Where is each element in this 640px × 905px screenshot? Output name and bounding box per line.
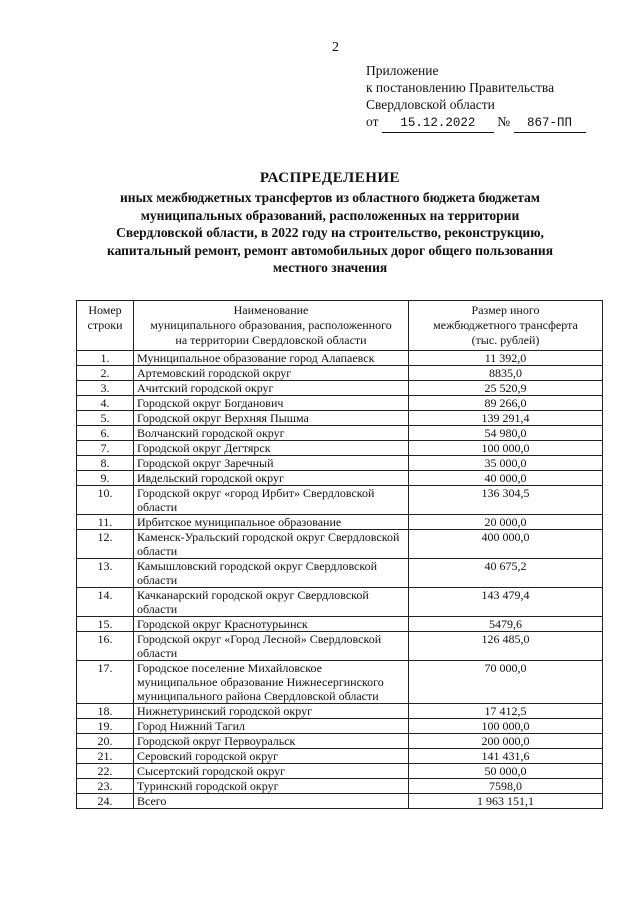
table-row — [77, 734, 603, 749]
row-municipality: Городской округ «Город Лесной» Свердловской области — [134, 632, 409, 661]
row-number: 19. — [77, 719, 134, 734]
table-row — [77, 632, 603, 661]
row-number: 20. — [77, 734, 134, 749]
row-number: 7. — [77, 441, 134, 456]
row-municipality: Ачитский городской округ — [134, 381, 409, 396]
row-amount: 400 000,0 — [409, 530, 603, 559]
decree-date: 15.12.2022 — [382, 115, 494, 133]
row-number: 15. — [77, 617, 134, 632]
row-municipality: Сысертский городской округ — [134, 764, 409, 779]
table-row — [77, 559, 603, 588]
appendix-line-2: к постановлению Правительства — [366, 80, 555, 95]
table-body — [77, 351, 603, 809]
row-municipality: Городской округ Заречный — [134, 456, 409, 471]
row-amount: 141 431,6 — [409, 749, 603, 764]
header-value-l3: (тыс. рублей) — [471, 333, 540, 347]
row-number: 13. — [77, 559, 134, 588]
header-name-l3: на территории Свердловской области — [175, 333, 367, 347]
title-line-4: капитальный ремонт, ремонт автомобильных дорог общего пользования — [107, 242, 553, 258]
row-amount: 40 675,2 — [409, 559, 603, 588]
row-amount: 11 392,0 — [409, 351, 603, 366]
header-value-l2: межбюджетного трансферта — [433, 318, 578, 332]
row-amount: 20 000,0 — [409, 515, 603, 530]
row-number: 17. — [77, 661, 134, 704]
table-row — [77, 411, 603, 426]
table-row — [77, 366, 603, 381]
row-amount: 25 520,9 — [409, 381, 603, 396]
row-municipality: Всего — [134, 794, 409, 809]
row-municipality: Городской округ Краснотурьинск — [134, 617, 409, 632]
table-row — [77, 719, 603, 734]
row-amount: 8835,0 — [409, 366, 603, 381]
page-number: 2 — [332, 40, 339, 55]
header-name-l1: Наименование — [233, 303, 309, 317]
table-row — [77, 381, 603, 396]
table-row — [77, 426, 603, 441]
appendix-block — [366, 62, 586, 133]
row-amount: 40 000,0 — [409, 471, 603, 486]
appendix-line-1: Приложение — [366, 63, 439, 78]
title-line-3: Свердловской области, в 2022 году на строительство, реконструкцию, — [116, 225, 544, 240]
row-amount: 100 000,0 — [409, 719, 603, 734]
header-value — [409, 301, 603, 351]
row-municipality: Волчанский городской округ — [134, 426, 409, 441]
title-line-2: муниципальных образований, расположенных на территории — [140, 207, 520, 223]
table-row — [77, 486, 603, 515]
row-municipality: Ирбитское муниципальное образование — [134, 515, 409, 530]
appendix-line-3: Свердловской области — [366, 97, 495, 112]
title-heading: РАСПРЕДЕЛЕНИЕ — [259, 170, 401, 186]
row-number: 9. — [77, 471, 134, 486]
row-amount: 136 304,5 — [409, 486, 603, 515]
number-prefix: № — [497, 114, 511, 129]
row-municipality: Муниципальное образование город Алапаевск — [134, 351, 409, 366]
table-row — [77, 456, 603, 471]
header-number-l2: строки — [87, 318, 123, 332]
row-amount: 54 980,0 — [409, 426, 603, 441]
row-number: 4. — [77, 396, 134, 411]
title-line-5: местного значения — [272, 260, 388, 275]
row-amount: 50 000,0 — [409, 764, 603, 779]
row-amount: 5479,6 — [409, 617, 603, 632]
title-line-1: иных межбюджетных трансфертов из областного бюджета бюджетам — [120, 190, 540, 205]
row-municipality: Городской округ «город Ирбит» Свердловской области — [134, 486, 409, 515]
row-number: 21. — [77, 749, 134, 764]
decree-number: 867-ПП — [514, 115, 586, 133]
row-number: 2. — [77, 366, 134, 381]
row-amount: 1 963 151,1 — [409, 794, 603, 809]
row-number: 8. — [77, 456, 134, 471]
row-number: 14. — [77, 588, 134, 617]
row-amount: 143 479,4 — [409, 588, 603, 617]
row-amount: 7598,0 — [409, 779, 603, 794]
header-number-l1: Номер — [88, 303, 122, 317]
row-municipality: Ивдельский городской округ — [134, 471, 409, 486]
table-row — [77, 704, 603, 719]
row-municipality: Городской округ Первоуральск — [134, 734, 409, 749]
row-municipality: Туринский городской округ — [134, 779, 409, 794]
row-municipality: Камышловский городской округ Свердловской области — [134, 559, 409, 588]
distribution-table — [76, 300, 603, 809]
table-row — [77, 351, 603, 366]
row-amount: 89 266,0 — [409, 396, 603, 411]
row-number: 16. — [77, 632, 134, 661]
row-number: 6. — [77, 426, 134, 441]
document-title — [60, 170, 600, 277]
row-municipality: Качканарский городской округ Свердловской области — [134, 588, 409, 617]
date-prefix: от — [366, 114, 379, 129]
header-name-l2: муниципального образования, расположенного — [150, 318, 392, 332]
table-row — [77, 749, 603, 764]
table-row — [77, 588, 603, 617]
row-number: 1. — [77, 351, 134, 366]
row-municipality: Городской округ Богданович — [134, 396, 409, 411]
row-number: 22. — [77, 764, 134, 779]
header-name — [134, 301, 409, 351]
table-row — [77, 515, 603, 530]
table-row — [77, 779, 603, 794]
row-amount: 200 000,0 — [409, 734, 603, 749]
row-number: 24. — [77, 794, 134, 809]
row-municipality: Нижнетуринский городской округ — [134, 704, 409, 719]
row-amount: 139 291,4 — [409, 411, 603, 426]
row-number: 18. — [77, 704, 134, 719]
row-municipality: Артемовский городской округ — [134, 366, 409, 381]
header-value-l1: Размер иного — [471, 303, 540, 317]
row-number: 23. — [77, 779, 134, 794]
row-number: 11. — [77, 515, 134, 530]
row-amount: 17 412,5 — [409, 704, 603, 719]
row-number: 3. — [77, 381, 134, 396]
row-number: 10. — [77, 486, 134, 515]
table-row — [77, 396, 603, 411]
table-row — [77, 471, 603, 486]
table-row — [77, 617, 603, 632]
row-amount: 100 000,0 — [409, 441, 603, 456]
row-municipality: Городской округ Верхняя Пышма — [134, 411, 409, 426]
header-number — [77, 301, 134, 351]
row-municipality: Городской округ Дегтярск — [134, 441, 409, 456]
row-municipality: Каменск-Уральский городской округ Свердловской области — [134, 530, 409, 559]
table-row — [77, 441, 603, 456]
row-amount: 35 000,0 — [409, 456, 603, 471]
table-row — [77, 764, 603, 779]
row-municipality: Серовский городской округ — [134, 749, 409, 764]
row-municipality: Город Нижний Тагил — [134, 719, 409, 734]
table-header-row — [77, 301, 603, 351]
table-row — [77, 661, 603, 704]
row-number: 5. — [77, 411, 134, 426]
total-row — [77, 794, 603, 809]
row-amount: 70 000,0 — [409, 661, 603, 704]
table-row — [77, 530, 603, 559]
row-municipality: Городское поселение Михайловское муниципальное образование Нижнесергинского муниципального района Свердловской области — [134, 661, 409, 704]
row-number: 12. — [77, 530, 134, 559]
appendix-date-line — [366, 113, 586, 133]
row-amount: 126 485,0 — [409, 632, 603, 661]
